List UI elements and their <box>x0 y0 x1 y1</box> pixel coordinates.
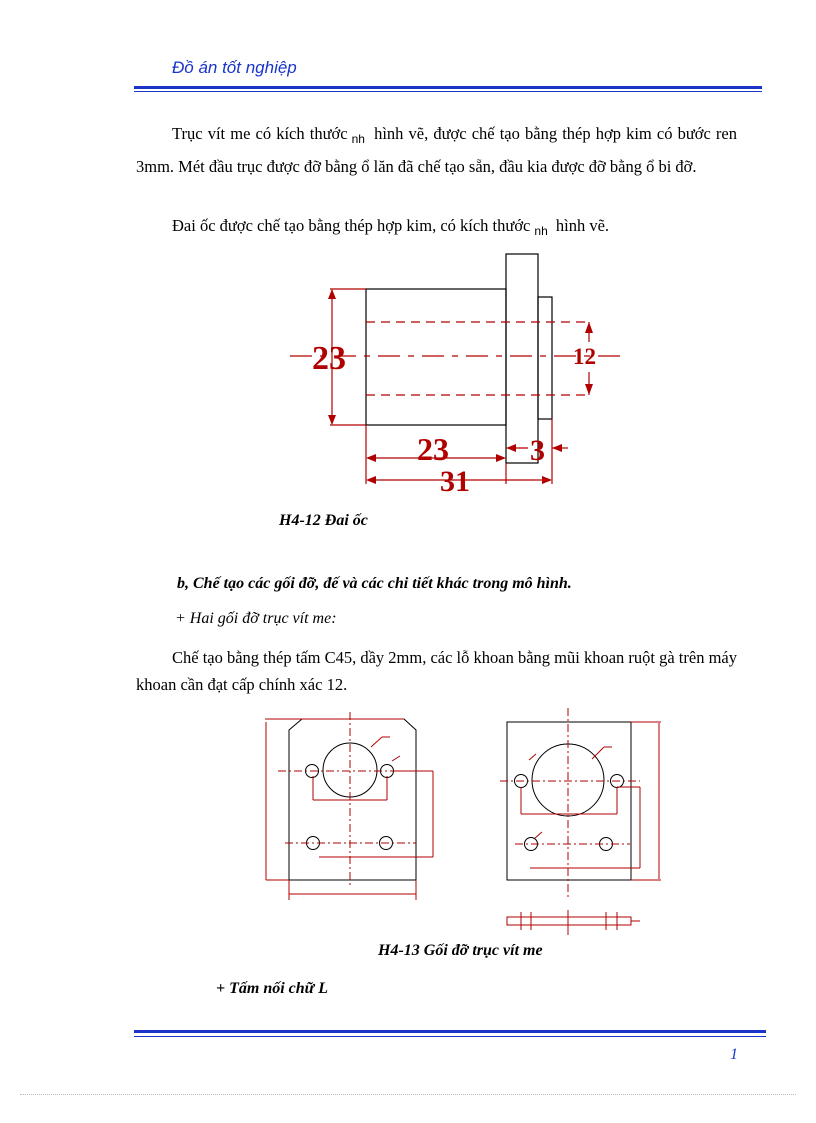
header-title: Đồ án tốt nghiệp <box>172 58 297 77</box>
dim-23-bottom: 23 <box>417 431 449 467</box>
paragraph-3: Chế tạo bằng thép tấm C45, dầy 2mm, các lỗ khoan bằng mũi khoan ruột gà trên máy khoan cần đạt cấp chính xác 12. <box>136 648 737 694</box>
paragraph-1-nh: nh <box>351 132 365 146</box>
item-2-label: + Tấm nối chữ L <box>216 980 329 997</box>
paragraph-2-nh: nh <box>534 224 548 238</box>
paragraph-2-text-b: hình vẽ. <box>555 216 610 235</box>
right-support <box>507 722 631 880</box>
dim-31: 31 <box>440 465 470 498</box>
figure-h4-12-caption: H4-12 Đai ốc <box>279 512 368 529</box>
figure-h4-13-caption: H4-13 Gối đỡ trục vít me <box>378 942 543 959</box>
paragraph-2-text-a: Đai ốc được chế tạo bằng thép hợp kim, có kích thước <box>172 216 531 235</box>
page-number: 1 <box>730 1046 738 1063</box>
item-1-label: + Hai gối đỡ trục vít me: <box>175 610 337 627</box>
paragraph-1-text-a: Trục vít me có kích thước <box>172 124 348 143</box>
page-bottom-border <box>20 1094 796 1095</box>
paragraph-1-text-b: hình vẽ, được chế tạo bằng thép hợp kim có bước ren 3mm. Mét đầu trục được đỡ bằng ổ lăn đã chế tạo sẵn, đầu kia được đỡ bằng ổ bi đỡ. <box>136 124 738 176</box>
footer-rule-thin <box>134 1036 766 1037</box>
dim-23-left: 23 <box>312 340 346 377</box>
side-view <box>507 910 640 935</box>
dim-3: 3 <box>530 434 545 467</box>
dim-12: 12 <box>573 344 596 369</box>
footer-rule <box>134 1030 766 1033</box>
section-b-heading: b, Chế tạo các gối đỡ, đế và các chi tiết khác trong mô hình. <box>177 575 572 592</box>
